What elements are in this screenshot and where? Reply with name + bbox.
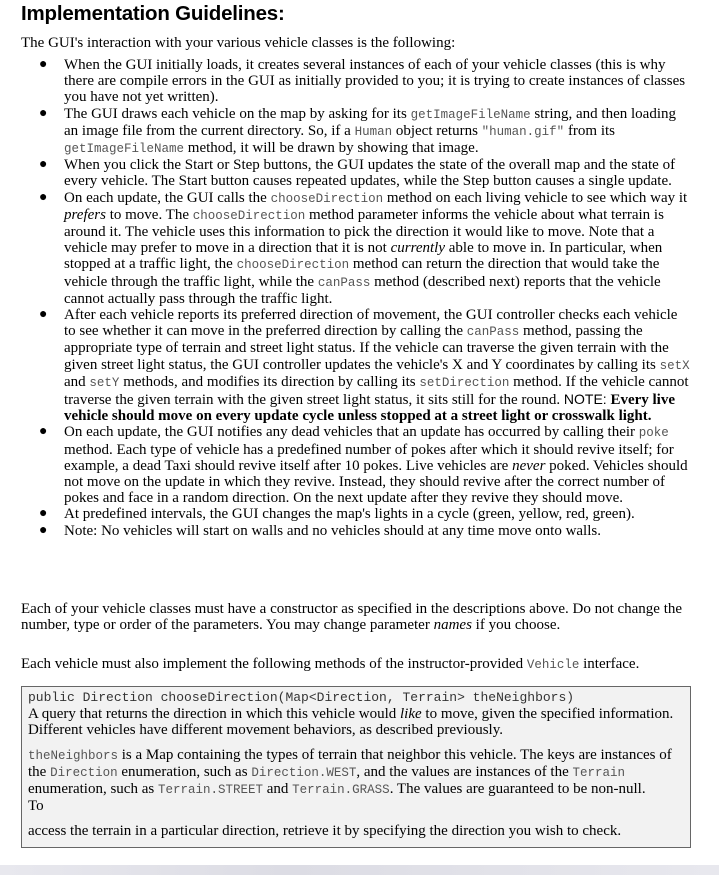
list-item: ● The GUI draws each vehicle on the map by asking for its getImageFileName string, and then loading an image file from the current directory. So, if a Human object returns "human.gif" from its getImageFileName method, it will be drawn by showing that image. xyxy=(39,105,676,157)
access-text-start: To xyxy=(28,798,44,815)
method-description: A query that returns the direction in which this vehicle would like to move, given the specified information. Different vehicles have different movement behaviors, as described previously. xyxy=(28,706,674,739)
list-item: ● At predefined intervals, the GUI changes the map's lights in a cycle (green, yellow, red, green). xyxy=(39,506,635,523)
list-item: ● Note: No vehicles will start on walls and no vehicles should at any time move onto walls. xyxy=(39,522,601,539)
list-item: ● After each vehicle reports its preferred direction of movement, the GUI controller checks each vehicle to see whether it can move in the preferred direction by calling the canPass method, passing the appropriate type of terrain and street light status. If the vehicle can traverse the given terrain with the given street light status, the GUI controller updates the vehicle's X and Y coordinates by calling its setX and setY methods, and modifies its direction by calling its setDirection method. If the vehicle cannot traverse the given terrain with the given street light status, it sits still for the round. NOTE: Every live vehicle should move on every update cycle unless stopped at a street light or crosswalk light. xyxy=(39,307,690,425)
guidelines-list xyxy=(0,57,690,539)
access-text: access the terrain in a particular direction, retrieve it by specifying the direction you wish to check. xyxy=(28,823,622,840)
list-item: ● When the GUI initially loads, it creates several instances of each of your vehicle classes (this is why there are compile errors in the GUI as initially provided to you; it is trying to create instances of classes you have not yet written). xyxy=(39,57,686,106)
parameter-description: theNeighbors is a Map containing the types of terrain that neighbor this vehicle. The keys are instances of the Direction enumeration, such as Direction.WEST, and the values are instances of the Terrain enumeration, such as Terrain.STREET and Terrain.GRASS. The values are guaranteed to be non-null. xyxy=(28,746,672,798)
section-heading: Implementation Guidelines: xyxy=(21,2,285,25)
bullet-icon: ● xyxy=(39,189,48,205)
constructor-paragraph: Each of your vehicle classes must have a constructor as specified in the descriptions above. Do not change the number, type or order of the parameters. You may change parameter names if you choose. xyxy=(21,601,683,634)
methods-paragraph: Each vehicle must also implement the following methods of the instructor-provided Vehicle interface. xyxy=(21,656,640,672)
list-item: ● On each update, the GUI notifies any dead vehicles that an update has occurred by calling their poke method. Each type of vehicle has a predefined number of pokes after which it should revive itself; for example, a dead Taxi should revive itself after 10 pokes. Live vehicles are never poked. Vehicles should not move on the update in which they revive. Instead, they should revive after the correct number of pokes and face in a random direction. On the next update after they revive they should move. xyxy=(39,424,688,507)
bullet-icon: ● xyxy=(39,57,48,72)
bullet-icon: ● xyxy=(39,506,48,522)
bullet-icon: ● xyxy=(39,522,48,538)
method-spec-box xyxy=(21,686,691,848)
bullet-icon: ● xyxy=(39,424,48,440)
intro-text: The GUI's interaction with your various vehicle classes is the following: xyxy=(21,35,456,51)
bottom-edge xyxy=(0,865,719,875)
bullet-icon: ● xyxy=(39,307,48,323)
list-item: ● On each update, the GUI calls the chooseDirection method on each living vehicle to see which way it prefers to move. The chooseDirection method parameter informs the vehicle about what terrain is around it. The vehicle uses this information to pick the direction it would like to move. Note that a vehicle may prefer to move in a direction that it is not currently able to move in. In particular, when stopped at a traffic light, the chooseDirection method can return the direction that would take the vehicle through the traffic light, while the canPass method (described next) reports that the vehicle cannot actually pass through the traffic light. xyxy=(39,189,688,307)
bullet-icon: ● xyxy=(39,105,48,121)
bullet-icon: ● xyxy=(39,157,48,173)
method-signature: public Direction chooseDirection(Map<Direction, Terrain> theNeighbors) xyxy=(28,690,575,705)
list-item: ● When you click the Start or Step buttons, the GUI updates the state of the overall map and the state of every vehicle. The Start button causes repeated updates, while the Step button causes a single update. xyxy=(39,157,676,190)
